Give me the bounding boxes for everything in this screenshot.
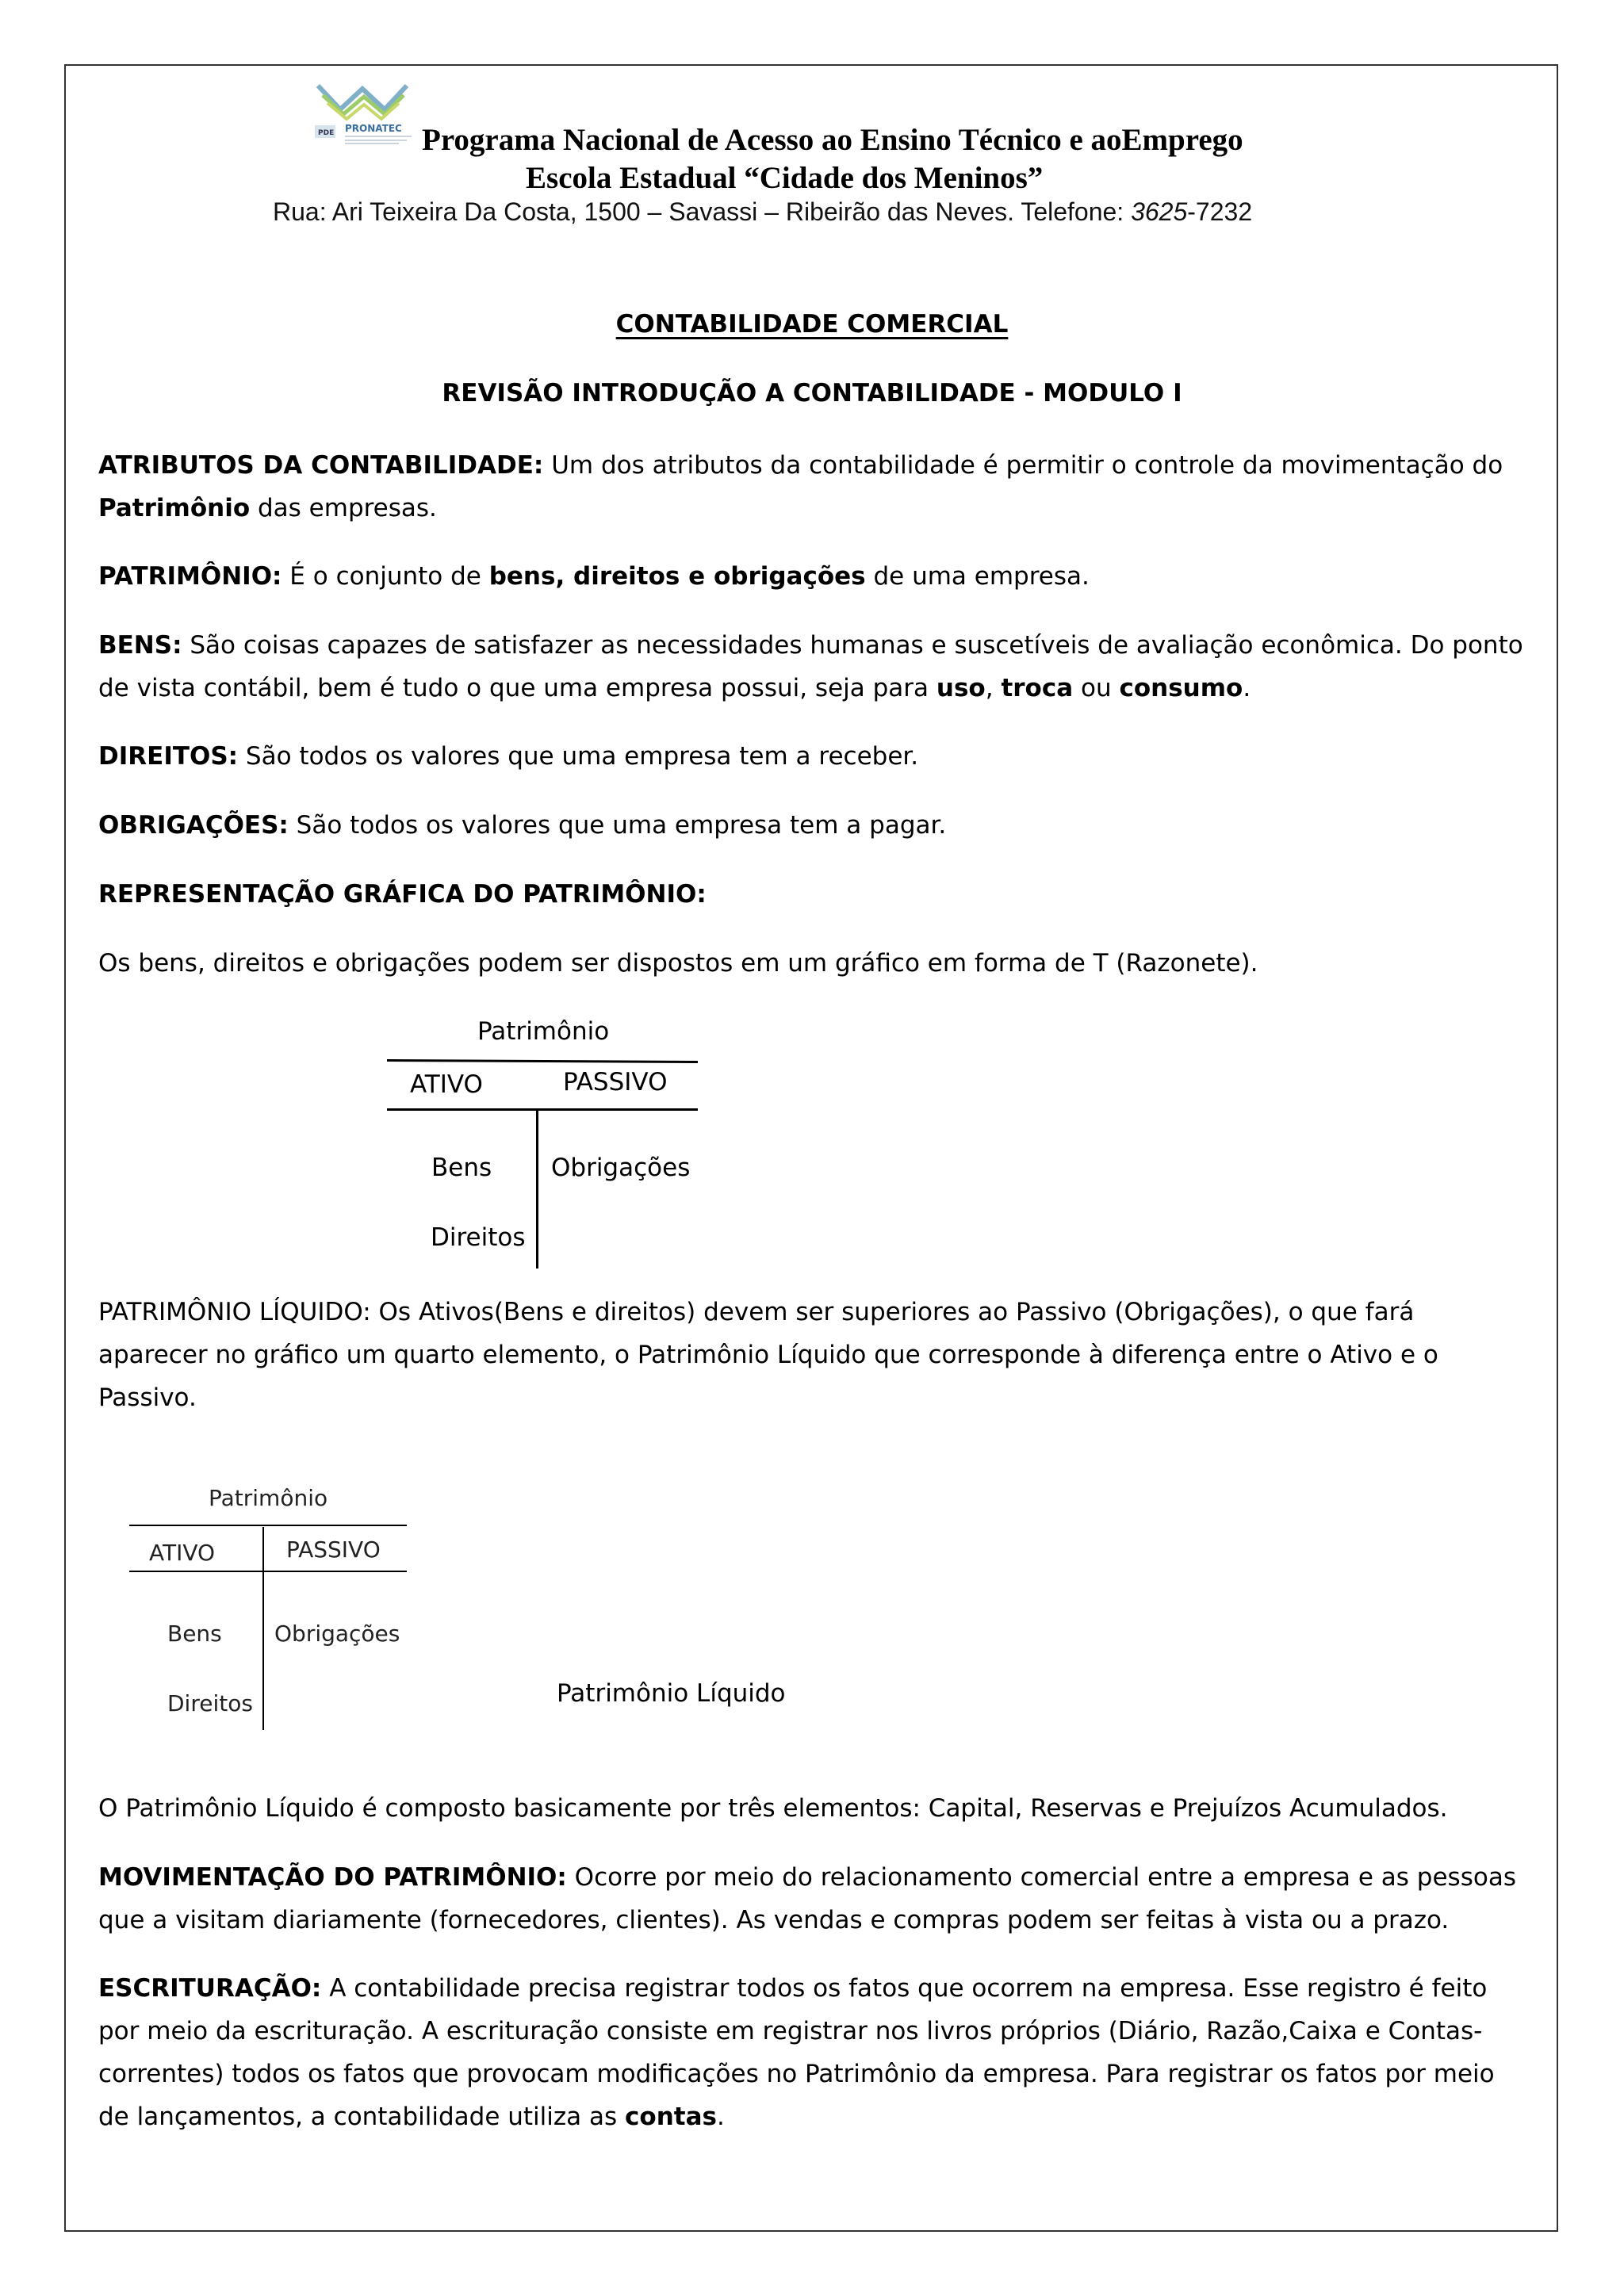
school-name: Escola Estadual “Cidade dos Meninos” bbox=[526, 161, 1044, 195]
paragraph-representacao: REPRESENTAÇÃO GRÁFICA DO PATRIMÔNIO: bbox=[98, 880, 707, 909]
svg-text:PRONATEC: PRONATEC bbox=[345, 123, 402, 134]
t-chart-1-left-item: Direitos bbox=[431, 1223, 526, 1252]
pronatec-logo bbox=[312, 81, 416, 146]
t-chart-1-left-item: Bens bbox=[431, 1154, 492, 1182]
paragraph-atributos: ATRIBUTOS DA CONTABILIDADE: Um dos atributos da contabilidade é permitir o controle da movimentação do Patrimônio das empresas. bbox=[98, 451, 1503, 522]
paragraph-bens: BENS: São coisas capazes de satisfazer as necessidades humanas e suscetíveis de avaliação econômica. Do ponto de vista contábil, bem é tudo o que uma empresa possui, seja para uso, troca ou consumo. bbox=[98, 631, 1523, 702]
svg-text:PDE: PDE bbox=[318, 129, 335, 137]
t-chart-2-horizontal-line bbox=[129, 1571, 407, 1572]
paragraph-patrimonio-liquido: PATRIMÔNIO LÍQUIDO: Os Ativos(Bens e direitos) devem ser superiores ao Passivo (Obrigações), o que fará aparecer no gráfico um quarto elemento, o Patrimônio Líquido que corresponde à diferença entre o Ativo e o Passivo. bbox=[98, 1298, 1438, 1412]
t-chart-2-title: Patrimônio bbox=[209, 1485, 328, 1511]
paragraph-pl-composicao: O Patrimônio Líquido é composto basicamente por três elementos: Capital, Reservas e Prejuízos Acumulados. bbox=[98, 1794, 1448, 1823]
paragraph-obrigacoes: OBRIGAÇÕES: São todos os valores que uma empresa tem a pagar. bbox=[98, 811, 947, 840]
paragraph-movimentacao: MOVIMENTAÇÃO DO PATRIMÔNIO: Ocorre por meio do relacionamento comercial entre a empresa e as pessoas que a visitam diariamente (fornecedores, clientes). As vendas e compras podem ser feitas à vista ou a prazo. bbox=[98, 1863, 1516, 1934]
paragraph-razonete: Os bens, direitos e obrigações podem ser dispostos em um gráfico em forma de T (Razonete). bbox=[98, 949, 1258, 978]
program-name: Programa Nacional de Acesso ao Ensino Técnico e aoEmprego bbox=[422, 123, 1243, 157]
t-chart-2-top-line bbox=[129, 1525, 407, 1526]
paragraph-escrituracao: ESCRITURAÇÃO: A contabilidade precisa registrar todos os fatos que ocorrem na empresa. Esse registro é feito por meio da escrituração. A escrituração consiste em registrar nos livros próprios (Diário, Razão,Caixa e Contas-correntes) todos os fatos que provocam modificações no Patrimônio da empresa. Para registrar os fatos por meio de lançamentos, a contabilidade utiliza as contas. bbox=[98, 1974, 1495, 2131]
t-chart-1-horizontal-line bbox=[387, 1108, 698, 1111]
paragraph-patrimonio: PATRIMÔNIO: É o conjunto de bens, direitos e obrigações de uma empresa. bbox=[98, 562, 1090, 591]
t-chart-1-right-header: PASSIVO bbox=[563, 1068, 668, 1096]
paragraph-direitos: DIREITOS: São todos os valores que uma empresa tem a receber. bbox=[98, 742, 919, 771]
school-address: Rua: Ari Teixeira Da Costa, 1500 – Savassi – Ribeirão das Neves. Telefone: 3625-7232 bbox=[273, 197, 1253, 226]
t-chart-1-left-header: ATIVO bbox=[410, 1070, 483, 1099]
t-chart-1-right-item: Obrigações bbox=[551, 1154, 691, 1182]
module-title: REVISÃO INTRODUÇÃO A CONTABILIDADE - MODULO I bbox=[442, 379, 1182, 408]
t-chart-2-right-header: PASSIVO bbox=[286, 1536, 381, 1563]
t-chart-2-left-item: Direitos bbox=[167, 1690, 253, 1716]
patrimonio-liquido-label: Patrimônio Líquido bbox=[557, 1679, 786, 1708]
t-chart-2-vertical-line bbox=[262, 1527, 264, 1730]
t-chart-2-right-item: Obrigações bbox=[274, 1621, 400, 1647]
course-title: CONTABILIDADE COMERCIAL bbox=[615, 310, 1009, 339]
t-chart-2-left-header: ATIVO bbox=[149, 1540, 216, 1566]
t-chart-2-left-item: Bens bbox=[167, 1621, 222, 1647]
t-chart-1-title: Patrimônio bbox=[477, 1017, 610, 1046]
t-chart-1-vertical-line bbox=[536, 1108, 538, 1269]
